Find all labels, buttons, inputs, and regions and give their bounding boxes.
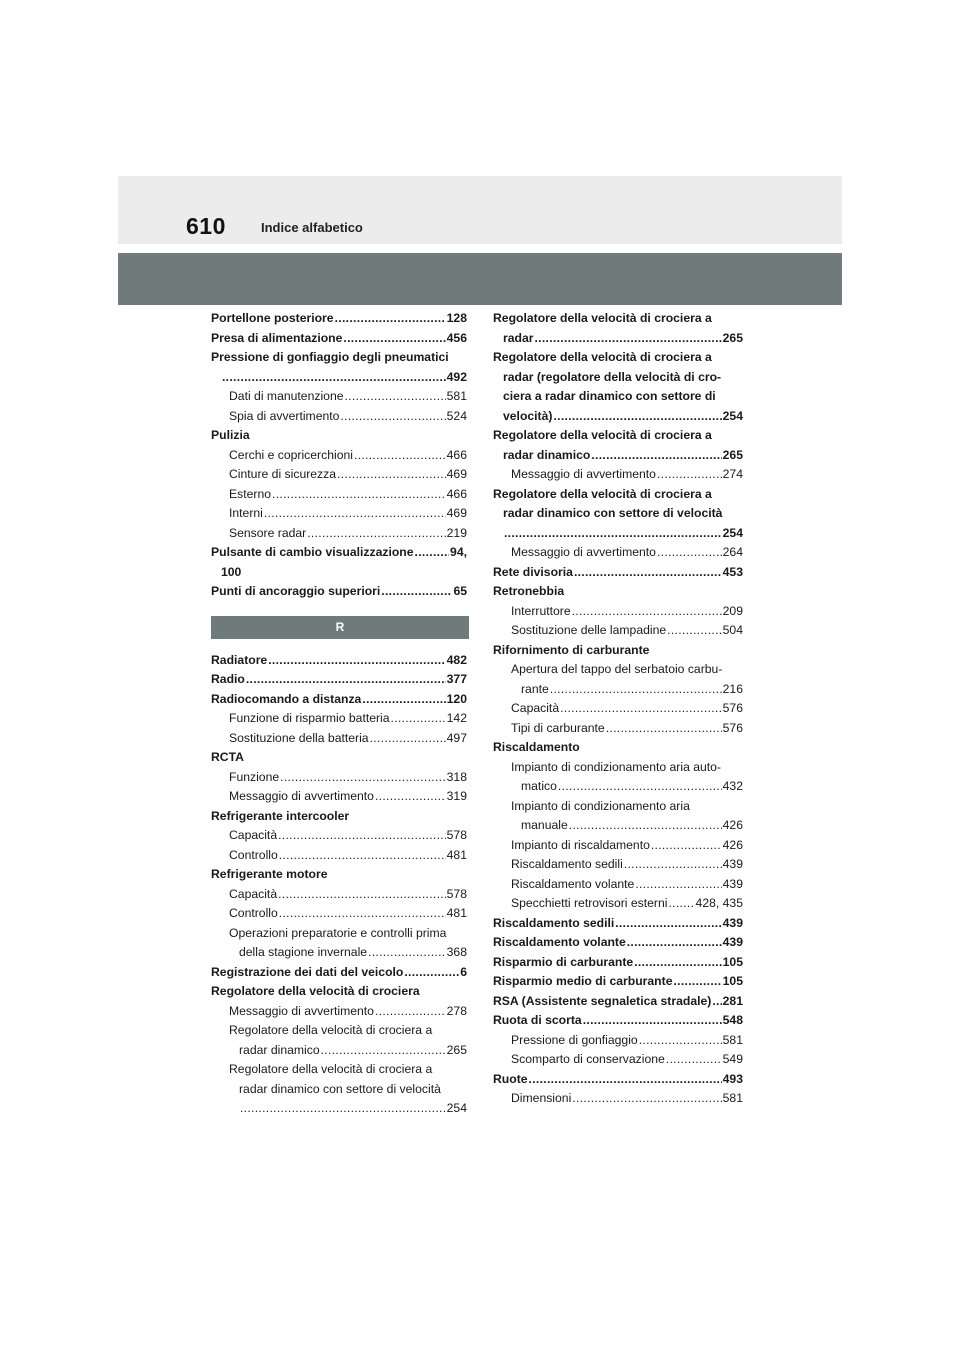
index-subentry <box>493 699 743 719</box>
index-entry <box>493 426 743 465</box>
entry-label: Regolatore della velocità di crociera a <box>493 311 712 325</box>
index-subentry <box>211 524 467 544</box>
entry-page: 254 <box>446 1101 467 1115</box>
entry-page: 504 <box>722 623 743 637</box>
entry-page: 128 <box>446 311 467 325</box>
entry-label: Refrigerante motore <box>211 867 328 881</box>
entry-label: Radiocomando a distanza <box>211 691 362 706</box>
index-entry <box>493 738 743 758</box>
entry-label: Messaggio di avvertimento <box>511 545 656 559</box>
entry-label-continued: matico <box>521 779 557 793</box>
index-subentry <box>493 1050 743 1070</box>
index-entry <box>211 963 467 983</box>
index-entry <box>211 426 467 446</box>
entry-label: Regolatore della velocità di crociera a <box>229 1023 433 1037</box>
entry-label: Impianto di riscaldamento <box>511 837 650 852</box>
index-subentry <box>493 621 743 641</box>
index-subentry <box>211 768 467 788</box>
entry-label-continued: radar <box>503 330 534 345</box>
index-subentry <box>493 875 743 895</box>
entry-label: Controllo <box>229 906 278 920</box>
entry-page: 492 <box>446 369 467 384</box>
index-entry <box>211 582 467 602</box>
entry-page: 264 <box>722 545 743 559</box>
index-entry <box>493 992 743 1012</box>
entry-page: 120 <box>446 691 467 706</box>
index-entry <box>493 1070 743 1090</box>
entry-page: 482 <box>446 652 467 667</box>
index-subentry <box>211 826 467 846</box>
index-subentry <box>211 729 467 749</box>
entry-label: Messaggio di avvertimento <box>229 1003 374 1018</box>
entry-label: Retronebbia <box>493 584 565 598</box>
index-subentry <box>211 446 467 466</box>
index-subentry <box>211 504 467 524</box>
entry-label: RSA (Assistente segnaletica stradale) <box>493 993 712 1008</box>
entry-label: Dimensioni <box>511 1091 572 1105</box>
entry-label: Pressione di gonfiaggio degli pneumatici <box>211 350 449 364</box>
entry-label: Cerchi e copricerchioni <box>229 447 353 462</box>
entry-label: Spia di avvertimento <box>229 408 340 423</box>
entry-label: Regolatore della velocità di crociera a <box>493 350 712 364</box>
entry-label: Esterno <box>229 486 272 501</box>
index-subentry <box>211 485 467 505</box>
entry-page: 432 <box>722 779 743 793</box>
entry-label: RCTA <box>211 750 244 764</box>
entry-label: Radiatore <box>211 652 268 667</box>
index-subentry <box>211 387 467 407</box>
entry-page: 6 <box>460 964 467 979</box>
entry-label: Riscaldamento volante <box>493 935 626 949</box>
entry-label: Interruttore <box>511 603 571 618</box>
entry-label: Regolatore della velocità di crociera a <box>493 486 712 501</box>
entry-label-continued: radar dinamico con settore di velocità <box>239 1081 441 1096</box>
entry-label: Funzione di risparmio batteria <box>229 711 390 725</box>
entry-label-continued: ciera a radar dinamico con settore di <box>503 389 716 403</box>
index-subentry <box>493 758 743 797</box>
index-subentry <box>211 1060 467 1119</box>
entry-page: 548 <box>722 1013 743 1027</box>
index-subentry <box>211 885 467 905</box>
index-subentry <box>493 1031 743 1051</box>
entry-label-continued: radar dinamico <box>503 447 591 462</box>
entry-label: Messaggio di avvertimento <box>229 789 374 803</box>
entry-label: Controllo <box>229 847 278 862</box>
index-entry <box>493 933 743 953</box>
index-entry <box>211 309 467 329</box>
entry-page: 466 <box>446 447 467 462</box>
index-entry <box>493 309 743 348</box>
index-entry <box>493 582 743 602</box>
entry-label: Interni <box>229 506 263 520</box>
index-subentry <box>493 894 743 914</box>
header-gray-bar <box>118 253 842 305</box>
index-subentry <box>493 660 743 699</box>
entry-page: 581 <box>722 1091 743 1105</box>
entry-page: 216 <box>722 681 743 696</box>
entry-label: Impianto di condizionamento aria <box>511 798 690 813</box>
entry-label-continued: velocità) <box>503 408 553 423</box>
entry-page: 439 <box>722 915 743 930</box>
index-entry <box>211 543 467 582</box>
index-subentry <box>211 904 467 924</box>
entry-label: Funzione <box>229 769 280 784</box>
entry-page: 428, 435 <box>695 896 743 910</box>
page-number: 610 <box>186 213 226 239</box>
index-subentry <box>211 709 467 729</box>
entry-page: 466 <box>446 486 467 501</box>
section-title: Indice alfabetico <box>261 220 363 235</box>
index-subentry <box>211 924 467 963</box>
entry-page: 368 <box>446 945 467 959</box>
entry-page: 265 <box>446 1042 467 1057</box>
index-subentry <box>493 543 743 563</box>
entry-page: 265 <box>722 447 743 462</box>
entry-page: 497 <box>446 730 467 745</box>
entry-page: 426 <box>722 818 743 832</box>
entry-label: Apertura del tappo del serbatoio carbu- <box>511 662 723 676</box>
index-entry <box>493 641 743 661</box>
entry-page: 524 <box>446 408 467 423</box>
entry-label: Portellone posteriore <box>211 311 334 325</box>
entry-label: Scomparto di conservazione <box>511 1052 665 1066</box>
entry-label: Ruota di scorta <box>493 1013 582 1027</box>
entry-label: Messaggio di avvertimento <box>511 467 656 481</box>
entry-label: Operazioni preparatorie e controlli prima <box>229 925 447 940</box>
index-subentry <box>493 1089 743 1109</box>
entry-label: Capacità <box>229 886 278 901</box>
entry-page: 426 <box>722 837 743 852</box>
index-subentry <box>211 465 467 485</box>
index-entry <box>493 1011 743 1031</box>
entry-page: 439 <box>722 857 743 871</box>
entry-page: 209 <box>722 603 743 618</box>
entry-page: 578 <box>446 886 467 901</box>
entry-label: Regolatore della velocità di crociera a <box>493 428 712 442</box>
entry-label: Refrigerante intercooler <box>211 808 350 823</box>
index-entry <box>493 972 743 992</box>
entry-page: 254 <box>722 525 743 540</box>
entry-page: 549 <box>722 1052 743 1066</box>
index-entry <box>493 953 743 973</box>
entry-page: 105 <box>722 974 743 988</box>
index-subentry <box>493 855 743 875</box>
entry-label: Capacità <box>511 701 560 715</box>
index-entry <box>493 485 743 544</box>
entry-label-continued: manuale <box>521 818 568 832</box>
entry-label-continued: radar (regolatore della velocità di cro- <box>503 369 722 384</box>
entry-page: 265 <box>722 330 743 345</box>
index-entry <box>493 563 743 583</box>
entry-page: 578 <box>446 828 467 842</box>
index-subentry <box>211 407 467 427</box>
entry-label: Riscaldamento sedili <box>511 857 623 871</box>
entry-label: Tipi di carburante <box>511 720 605 735</box>
entry-page: 453 <box>722 564 743 579</box>
entry-label-continued: radar dinamico con settore di velocità <box>503 506 723 520</box>
entry-page: 377 <box>446 672 467 686</box>
entry-label: Registrazione dei dati del veicolo <box>211 964 404 979</box>
entry-label: Risparmio medio di carburante <box>493 974 673 988</box>
entry-page: 576 <box>722 720 743 735</box>
index-column-right <box>493 309 743 1109</box>
index-subentry <box>211 787 467 807</box>
index-entry <box>493 348 743 426</box>
entry-page: 274 <box>722 467 743 481</box>
entry-label: Capacità <box>229 828 278 842</box>
index-subentry <box>493 719 743 739</box>
entry-page: 576 <box>722 701 743 715</box>
entry-page: 219 <box>446 525 467 540</box>
entry-label: Riscaldamento volante <box>511 876 635 891</box>
index-entry <box>211 865 467 885</box>
entry-label: Risparmio di carburante <box>493 954 634 969</box>
entry-label: Riscaldamento sedili <box>493 915 615 930</box>
entry-label: Dati di manutenzione <box>229 389 344 403</box>
index-subentry <box>493 465 743 485</box>
entry-page: 318 <box>446 769 467 784</box>
entry-label: Cinture di sicurezza <box>229 467 337 481</box>
entry-label: Sostituzione della batteria <box>229 730 369 745</box>
index-entry <box>493 914 743 934</box>
index-subentry <box>211 1021 467 1060</box>
entry-label-continued: della stagione invernale <box>239 945 368 959</box>
entry-page: 319 <box>446 789 467 803</box>
letter-section-header-r: R <box>211 616 469 639</box>
entry-page: 254 <box>722 408 743 423</box>
header-band <box>118 176 842 244</box>
entry-label: Radio <box>211 672 245 686</box>
entry-label-continued: radar dinamico <box>239 1042 320 1057</box>
entry-label: Pulizia <box>211 428 250 442</box>
entry-label-continued: rante <box>521 681 549 696</box>
entry-page: 65 <box>453 584 467 598</box>
index-column-left <box>211 309 467 1119</box>
index-entry <box>211 748 467 768</box>
entry-label: Sostituzione delle lampadine <box>511 623 667 637</box>
entry-label: Rifornimento di carburante <box>493 642 650 657</box>
entry-label: Pulsante di cambio visualizzazione <box>211 545 414 559</box>
entry-page: 581 <box>446 389 467 403</box>
entry-page-continued: 100 <box>221 564 242 579</box>
entry-label: Pressione di gonfiaggio <box>511 1032 638 1047</box>
index-entry <box>211 807 467 827</box>
entry-label: Punti di ancoraggio superiori <box>211 584 381 598</box>
entry-page: 581 <box>722 1032 743 1047</box>
entry-label: Riscaldamento <box>493 740 580 754</box>
entry-label: Presa di alimentazione <box>211 330 343 345</box>
index-subentry <box>493 836 743 856</box>
entry-page: 469 <box>446 506 467 520</box>
index-entry <box>211 982 467 1002</box>
index-subentry <box>493 602 743 622</box>
entry-page: 493 <box>722 1071 743 1086</box>
index-entry <box>211 329 467 349</box>
entry-page: 142 <box>446 711 467 725</box>
entry-label: Specchietti retrovisori esterni <box>511 896 668 910</box>
entry-label: Regolatore della velocità di crociera a <box>229 1062 433 1076</box>
entry-page: 439 <box>722 935 743 949</box>
entry-page: 481 <box>446 906 467 920</box>
index-entry <box>211 670 467 690</box>
index-entry <box>211 651 467 671</box>
index-subentry <box>211 1002 467 1022</box>
entry-label: Impianto di condizionamento aria auto- <box>511 759 722 774</box>
entry-page: 481 <box>446 847 467 862</box>
entry-page: 469 <box>446 467 467 481</box>
entry-page: 278 <box>446 1003 467 1018</box>
entry-label: Rete divisoria <box>493 564 573 579</box>
entry-page: 105 <box>722 954 743 969</box>
entry-label: Sensore radar <box>229 525 307 540</box>
entry-label: Regolatore della velocità di crociera <box>211 984 420 998</box>
entry-page: 439 <box>722 876 743 891</box>
entry-page: 94, <box>450 545 467 559</box>
entry-page: 281 <box>722 993 743 1008</box>
index-entry <box>211 690 467 710</box>
index-subentry <box>211 846 467 866</box>
entry-page: 456 <box>446 330 467 345</box>
index-entry <box>211 348 467 387</box>
index-subentry <box>493 797 743 836</box>
entry-label: Ruote <box>493 1071 528 1086</box>
